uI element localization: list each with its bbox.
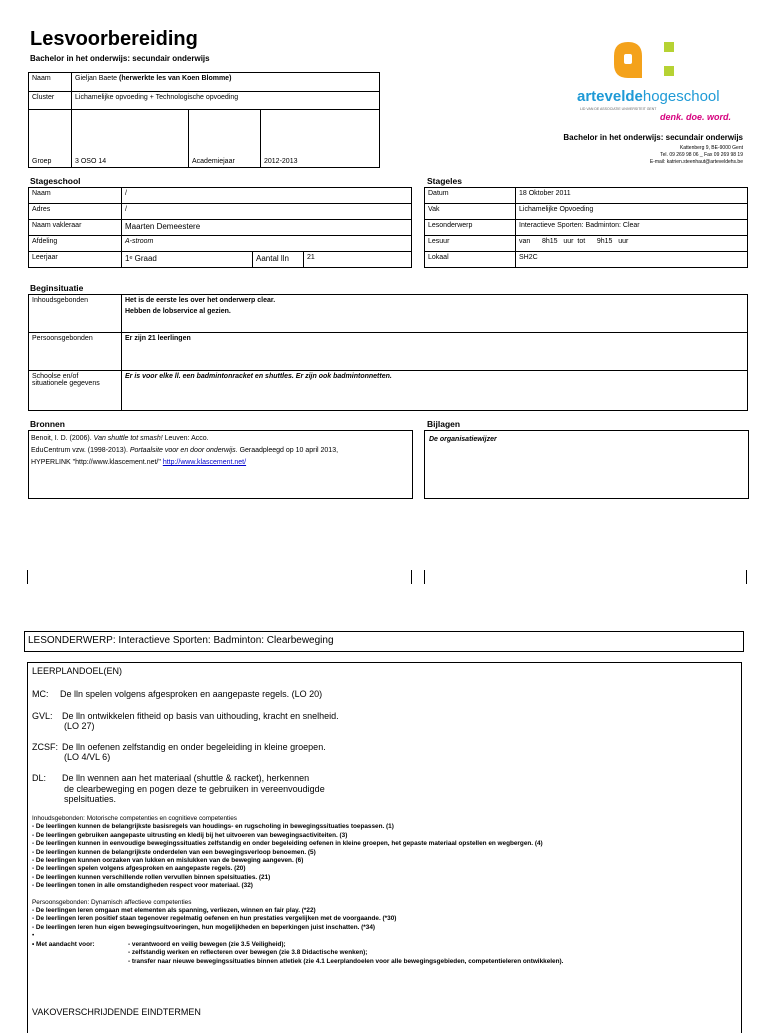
brand-program: Bachelor in het onderwijs: secundair onderwijs (563, 133, 743, 142)
bullet-empty: • (32, 932, 35, 940)
ss-leerjaar-value: 1ᵉ Graad (122, 252, 253, 268)
naam-value-text: Gieljan Baete (75, 75, 118, 82)
bs-inhoud-line1: Het is de eerste les over het onderwerp clear. (125, 297, 276, 304)
bs-schoolse-label-1: Schoolse en/of (32, 373, 79, 380)
ss-aantal-label: Aantal lln (253, 252, 304, 268)
stageles-title: Stageles (427, 176, 462, 186)
bron-3 (31, 457, 338, 469)
page-marker (411, 570, 412, 584)
sl-lesuur-value: van 8h15 uur tot 9h15 uur (516, 236, 748, 252)
vakover-title: VAKOVERSCHRIJDENDE EINDTERMEN (32, 1007, 201, 1017)
aandacht-label: • Met aandacht voor: (32, 940, 95, 948)
inhoud-head: Inhoudsgebonden: Motorische competenties en cognitieve competenties (32, 815, 237, 822)
inhoud-item: - De leerlingen kunnen verschillende rollen vervullen binnen spelsituaties. (21) (32, 873, 271, 881)
bs-schoolse-value: Er is voor elke ll. een badmintonracket en shuttles. Er zijn ook badmintonnetten. (122, 371, 748, 411)
ss-afdeling-label: Afdeling (29, 236, 122, 252)
brand-name (577, 88, 720, 105)
aandacht-item: - zelfstandig werken en reflecteren over bewegen (zie 3.8 Didactische wenken); (128, 949, 368, 957)
inhoud-item: - De leerlingen kunnen de belangrijkste basisregels van houdings- en rugscholing in bewegingssituaties toepassen. (1) (32, 823, 394, 831)
brand-address: Kattenberg 9, BE-9000 Gent (679, 145, 743, 151)
persoon-item: - De leerlingen leren hun eigen bewegingsuitvoeringen, hun mogelijkheden en beperkingen juist inschatten. (*34) (32, 923, 376, 931)
sl-lokaal-label: Lokaal (425, 252, 516, 268)
bs-persoon-label: Persoonsgebonden (29, 333, 122, 371)
page-marker (424, 570, 425, 584)
klascement-link[interactable]: http://www.klascement.net/ (162, 459, 247, 466)
bron-2-b: Portaalsite voor en door onderwijs. (129, 447, 238, 454)
sl-vak-value: Lichamelijke Opvoeding (516, 204, 748, 220)
brand-name-b: hogeschool (642, 88, 720, 105)
sl-lokaal-value: SH2C (516, 252, 748, 268)
cluster-label: Cluster (29, 92, 72, 110)
ss-naam-value: / (122, 188, 412, 204)
persoon-item: - De leerlingen leren positief staan tegenover regelmatig oefenen en hun prestaties vergelijken met de voorgaande. (*30) (32, 915, 397, 923)
mc-label: MC: (32, 689, 49, 699)
beginsituatie-title: Beginsituatie (30, 283, 84, 293)
stageschool-table (28, 187, 412, 268)
bijlagen-value: De organisatiewijzer (429, 436, 497, 443)
leerplan-title: LEERPLANDOEL(EN) (32, 666, 123, 676)
zcsf-text-1: De lln oefenen zelfstandig en onder begeleiding in kleine groepen. (62, 742, 326, 752)
page-marker (746, 570, 747, 584)
bron-1 (31, 433, 338, 445)
bron-2-c: Geraadpleegd op 10 april 2013, (239, 447, 339, 454)
ss-naam-label: Naam (29, 188, 122, 204)
gvl-label: GVL: (32, 711, 53, 721)
bijlagen-title: Bijlagen (427, 419, 461, 429)
leerplan-box (27, 662, 742, 1033)
ss-adres-value: / (122, 204, 412, 220)
bronnen-title: Bronnen (30, 419, 65, 429)
dl-text-2: de clearbeweging en pogen deze te gebruiken in vereenvoudigde (64, 783, 325, 794)
bs-inhoud-label: Inhoudsgebonden (29, 295, 122, 333)
ss-aantal-value: 21 (304, 252, 412, 268)
sl-lesuur-label: Lesuur (425, 236, 516, 252)
inhoud-section (32, 815, 738, 966)
bs-inhoud-line2: Hebben de lobservice al gezien. (125, 308, 231, 315)
persoon-list (32, 907, 738, 932)
aandacht-item: - transfer naar nieuwe bewegingssituaties binnen atletiek (zie 4.1 Leerplandoelen voor alle bewegingsgebieden, competentieleren ontwikkelen). (128, 957, 564, 965)
page-subtitle: Bachelor in het onderwijs: secundair onderwijs (30, 54, 210, 63)
ss-leerjaar-label: Leerjaar (29, 252, 122, 268)
page-marker (27, 570, 28, 584)
inhoud-item: - De leerlingen tonen in alle omstandigheden respect voor materiaal. (32) (32, 882, 253, 890)
gvl-text (62, 711, 339, 731)
sl-datum-value: 18 Oktober 2011 (516, 188, 748, 204)
bron-2-a: EduCentrum vzw. (1998-2013). (31, 447, 128, 454)
brand-small-line: LID VAN DE ASSOCIATIE UNIVERSITEIT GENT (580, 107, 657, 111)
brand-contact (650, 145, 743, 166)
stageschool-title: Stageschool (30, 176, 81, 186)
inhoud-item: - De leerlingen kunnen in eenvoudige bewegingssituaties zelfstandig en onder begeleiding oefenen in kleine groepen, het gepaste materiaal opstellen en wegbergen. (4) (32, 840, 543, 848)
brand-email: E-mail: katrien.steenhaut@arteveldehs.be (649, 159, 743, 165)
zcsf-text-2: (LO 4/VL 6) (64, 752, 111, 762)
artevelde-logo (610, 40, 670, 84)
persoon-head: Persoonsgebonden: Dynamisch affectieve competenties (32, 898, 192, 906)
inhoud-item: - De leerlingen kunnen de belangrijkste onderdelen van een bewegingsverloop benoemen. (5) (32, 848, 316, 856)
bs-persoon-value: Er zijn 21 leerlingen (122, 333, 748, 371)
ss-afdeling-value: A-stroom (122, 236, 412, 252)
brand-name-a: artevelde (577, 88, 643, 105)
academiejaar-value: 2012-2013 (261, 110, 380, 168)
bs-schoolse-label-2: situationele gegevens (32, 380, 100, 387)
sl-datum-label: Datum (425, 188, 516, 204)
naam-label: Naam (29, 73, 72, 92)
aandacht-block (32, 941, 738, 966)
ss-vakleraar-label: Naam vakleraar (29, 220, 122, 236)
cluster-value: Lichamelijke opvoeding + Technologische opvoeding (72, 92, 380, 110)
inhoud-list (32, 823, 738, 890)
sl-onderwerp-label: Lesonderwerp (425, 220, 516, 236)
sl-vak-label: Vak (425, 204, 516, 220)
bijlagen-box (424, 430, 749, 499)
zcsf-label: ZCSF: (32, 742, 58, 752)
bronnen-box (28, 430, 413, 499)
ss-vakleraar-value: Maarten Demeestere (122, 220, 412, 236)
brand-tagline: denk. doe. word. (660, 112, 732, 122)
gvl-text-2: (LO 27) (64, 721, 95, 731)
dl-text-3: spelsituaties. (64, 794, 117, 804)
groep-value: 3 OSO 14 (72, 110, 189, 168)
lesonderwerp-box (24, 631, 744, 652)
beginsituatie-table (28, 294, 748, 411)
zcsf-text (62, 742, 326, 762)
aandacht-list (128, 941, 738, 966)
bs-schoolse-label (29, 371, 122, 411)
bron-1-c: Leuven: Acco. (164, 435, 209, 442)
stageles-table (424, 187, 748, 268)
naam-value (72, 73, 380, 92)
sl-onderwerp-value: Interactieve Sporten: Badminton: Clear (516, 220, 748, 236)
bs-inhoud-value (122, 295, 748, 333)
dl-text-1: De lln wennen aan het materiaal (shuttle & racket), herkennen (62, 773, 310, 783)
academiejaar-label: Academiejaar (189, 110, 261, 168)
inhoud-item: - De leerlingen spelen volgens afgesproken en aangepaste regels. (20) (32, 865, 246, 873)
bron-2 (31, 445, 338, 457)
bron-1-b: Van shuttle tot smash! (93, 435, 163, 442)
inhoud-item: - De leerlingen kunnen oorzaken van lukken en mislukken van de beweging aangeven. (6) (32, 857, 304, 865)
dl-label: DL: (32, 773, 47, 783)
student-info-table (28, 72, 380, 168)
lesonderwerp-title: LESONDERWERP: Interactieve Sporten: Badminton: Clearbeweging (28, 635, 334, 646)
page-title: Lesvoorbereiding (30, 28, 198, 50)
gvl-text-1: De lln ontwikkelen fitheid op basis van uithouding, kracht en snelheid. (62, 711, 339, 721)
brand-phone: Tel. 09 269 98 06 _ Fax 09 269 98 19 (660, 152, 743, 158)
ss-adres-label: Adres (29, 204, 122, 220)
groep-label: Groep (29, 110, 72, 168)
persoon-item: - De leerlingen leren omgaan met elementen als spanning, verliezen, winnen en fair play. (*22) (32, 907, 316, 915)
dl-text (62, 773, 325, 805)
aandacht-item: - verantwoord en veilig bewegen (zie 3.5 Veiligheid); (128, 940, 286, 948)
mc-text: De lln spelen volgens afgesproken en aangepaste regels. (LO 20) (60, 689, 323, 699)
naam-extra: (herwerkte les van Koen Blomme) (118, 75, 232, 82)
bron-3-a: HYPERLINK "http://www.klascement.net/" (31, 459, 161, 466)
bron-1-a: Benoit, I. D. (2006). (31, 435, 92, 442)
inhoud-item: - De leerlingen gebruiken aangepaste uitrusting en kledij bij het uitvoeren van bewegingsactiviteiten. (3) (32, 831, 348, 839)
